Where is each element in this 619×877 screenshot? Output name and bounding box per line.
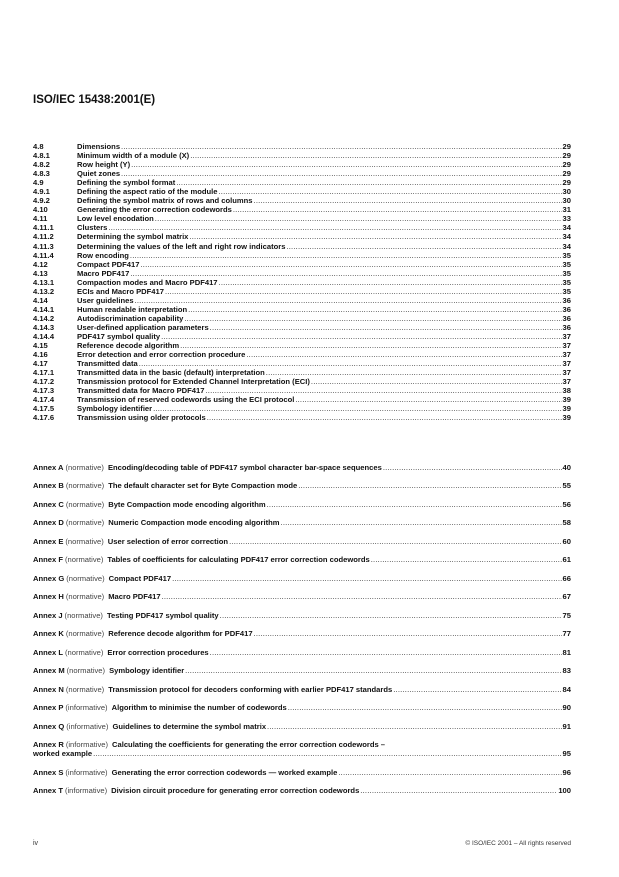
dot-leader: [210, 323, 562, 332]
annex-title: Macro PDF417: [108, 592, 161, 602]
toc-entry-title: Defining the symbol matrix of rows and columns: [77, 196, 253, 206]
toc-entry-page: 36: [562, 313, 571, 323]
dot-leader: [205, 386, 561, 395]
annex-entry[interactable]: [33, 648, 571, 657]
dot-leader: [153, 404, 561, 413]
annex-page: 83: [562, 666, 571, 676]
dot-leader: [219, 187, 562, 196]
toc-entry-title: Transmission using older protocols: [77, 413, 206, 423]
dot-leader: [180, 341, 561, 350]
toc-entry[interactable]: [33, 341, 571, 350]
toc-entry-title: Compact PDF417: [77, 259, 140, 269]
annex-type: (informative): [66, 721, 109, 731]
dot-leader: [184, 314, 561, 323]
dot-leader: [254, 629, 562, 638]
annex-id: Annex K: [33, 629, 64, 639]
document-header: ISO/IEC 15438:2001(E): [33, 94, 156, 106]
annex-id: Annex S: [33, 767, 64, 777]
toc-entry[interactable]: [33, 160, 571, 169]
annex-entry[interactable]: [33, 685, 571, 694]
toc-entry-page: 31: [562, 205, 571, 215]
dot-leader: [139, 359, 562, 368]
toc-entry-page: 38: [562, 386, 571, 396]
annex-page: 75: [562, 610, 571, 620]
dot-leader: [93, 749, 561, 758]
dot-leader: [311, 377, 562, 386]
annex-type: (normative): [65, 684, 105, 694]
toc-entry-number: 4.17.6: [33, 413, 55, 423]
toc-entry-number: 4.8: [33, 142, 44, 151]
toc-entry-title: Symbology identifier: [77, 404, 153, 414]
annex-id: Annex J: [33, 610, 63, 620]
dot-leader: [229, 537, 561, 546]
toc-entry-page: 35: [562, 250, 571, 260]
toc-entry-title: Row encoding: [77, 250, 129, 260]
annex-type: (normative): [64, 610, 103, 620]
toc-entry-title: Transmission protocol for Extended Channel Interpretation (ECI): [77, 377, 310, 387]
dot-leader: [189, 232, 561, 241]
toc-entry[interactable]: [33, 296, 571, 305]
dot-leader: [161, 332, 561, 341]
annex-entry-line: [33, 768, 571, 777]
dot-leader: [172, 574, 561, 583]
toc-entry-number: 4.16: [33, 350, 48, 360]
annex-title: User selection of error correction: [107, 536, 229, 546]
annex-entry-line: [33, 786, 571, 795]
toc-entry[interactable]: [33, 287, 571, 296]
toc-entry[interactable]: [33, 278, 571, 287]
annex-entry-line: [33, 722, 571, 731]
annex-entry-line: [33, 555, 571, 564]
annex-type: (normative): [65, 536, 104, 546]
annex-type: (normative): [64, 647, 104, 657]
toc-entry[interactable]: [33, 359, 571, 368]
toc-entry-page: 35: [562, 286, 571, 296]
annex-entry[interactable]: [33, 768, 571, 777]
toc-entry-page: 34: [562, 232, 571, 242]
annex-id: Annex N: [33, 684, 64, 694]
toc-entry-page: 37: [562, 341, 571, 351]
annex-page: 56: [562, 499, 571, 509]
toc-entry-title: Low level encodation: [77, 214, 154, 224]
toc-entry[interactable]: [33, 223, 571, 232]
annex-entry-line: [33, 592, 571, 601]
toc-entry[interactable]: [33, 404, 571, 413]
annex-entry-line: [33, 666, 571, 675]
toc-entry-page: 35: [562, 268, 571, 278]
toc-entry-page: 29: [562, 178, 571, 188]
toc-entry-title: Reference decode algorithm: [77, 341, 180, 351]
dot-leader: [393, 685, 561, 694]
toc-entry-number: 4.8.3: [33, 169, 50, 179]
annex-entry[interactable]: [33, 574, 571, 583]
annex-type: (normative): [65, 463, 104, 472]
annex-id: Annex H: [33, 592, 64, 602]
toc-entry[interactable]: [33, 332, 571, 341]
annex-page: 77: [562, 629, 571, 639]
dot-leader: [190, 151, 561, 160]
annex-entry-line: [33, 463, 571, 472]
toc-entry-number: 4.14.3: [33, 322, 55, 332]
annex-entry-line: [33, 703, 571, 712]
toc-entry-number: 4.9.2: [33, 196, 50, 206]
toc-entry-page: 34: [562, 223, 571, 233]
toc-entry-page: 29: [562, 142, 571, 151]
toc-entry-title: Macro PDF417: [77, 268, 130, 278]
annex-entry[interactable]: [33, 740, 571, 758]
dot-leader: [207, 413, 562, 422]
annex-title: Numeric Compaction mode encoding algorithm: [108, 518, 280, 528]
annex-type: (normative): [65, 499, 105, 509]
dot-leader: [155, 214, 562, 223]
dot-leader: [267, 722, 562, 731]
dot-leader: [131, 160, 561, 169]
dot-leader: [233, 205, 562, 214]
toc-entry-number: 4.8.2: [33, 160, 50, 170]
annex-entry[interactable]: [33, 500, 571, 509]
toc-entry-page: 30: [562, 187, 571, 197]
toc-entry-number: 4.9: [33, 178, 44, 188]
dot-leader: [281, 518, 562, 527]
toc-entry-number: 4.11.2: [33, 232, 54, 242]
annex-id: Annex Q: [33, 721, 65, 731]
annex-type: (informative): [65, 703, 108, 713]
annex-title: Guidelines to determine the symbol matrix: [112, 721, 267, 731]
toc-entry-number: 4.14: [33, 295, 48, 305]
toc-entry-title: Generating the error correction codewords: [77, 205, 232, 215]
toc-entry-title: ECIs and Macro PDF417: [77, 286, 164, 296]
annex-type: (informative): [65, 740, 109, 750]
toc-entry-number: 4.17.3: [33, 386, 55, 396]
toc-entry-page: 39: [562, 395, 571, 405]
toc-entry[interactable]: [33, 178, 571, 187]
toc-entry-number: 4.14.2: [33, 313, 55, 323]
toc-entry-page: 34: [562, 241, 571, 251]
dot-leader: [288, 703, 562, 712]
toc-entry-title: Determining the symbol matrix: [77, 232, 189, 242]
annex-title: Compact PDF417: [108, 573, 172, 583]
toc-entry-title: Dimensions: [77, 142, 121, 151]
dot-leader: [338, 768, 561, 777]
dot-leader: [286, 242, 561, 251]
toc-entry-title: Minimum width of a module (X): [77, 151, 190, 161]
toc-entry-number: 4.13: [33, 268, 48, 278]
annex-entry[interactable]: [33, 592, 571, 601]
annex-page: 96: [562, 767, 571, 777]
annex-id: Annex T: [33, 786, 63, 796]
annex-id: Annex A: [33, 463, 64, 472]
toc-entry-title: Row height (Y): [77, 160, 131, 170]
toc-entry-page: 37: [562, 368, 571, 378]
toc-entry[interactable]: [33, 269, 571, 278]
annex-id: Annex R: [33, 740, 64, 750]
annex-page: 40: [562, 463, 571, 472]
annex-title: Generating the error correction codewords — worked example: [111, 767, 338, 777]
toc-entry-page: 39: [562, 413, 571, 423]
annex-entry-line: [33, 648, 571, 657]
dot-leader: [383, 463, 562, 472]
annex-page: 81: [562, 647, 571, 657]
toc-entry-page: 36: [562, 304, 571, 314]
annex-entry[interactable]: [33, 481, 571, 490]
annex-type: (normative): [65, 629, 105, 639]
toc-entry-title: Quiet zones: [77, 169, 121, 179]
toc-entry[interactable]: [33, 323, 571, 332]
toc-entry-page: 36: [562, 295, 571, 305]
page-number: iv: [33, 840, 39, 847]
dot-leader: [210, 648, 562, 657]
annex-title: Testing PDF417 symbol quality: [106, 610, 219, 620]
annex-page: 90: [562, 703, 571, 713]
toc-entry-title: Error detection and error correction procedure: [77, 350, 246, 360]
toc-entry-title: Compaction modes and Macro PDF417: [77, 277, 218, 287]
annex-type: (normative): [66, 666, 106, 676]
annex-title: Reference decode algorithm for PDF417: [108, 629, 253, 639]
toc-entry-number: 4.17: [33, 359, 48, 369]
annex-page: 95: [562, 749, 571, 759]
annex-id: Annex C: [33, 499, 64, 509]
dot-leader: [130, 269, 561, 278]
annex-type: (normative): [66, 573, 105, 583]
dot-leader: [220, 611, 562, 620]
toc-entry[interactable]: [33, 368, 571, 377]
table-of-contents: [33, 142, 571, 422]
dot-leader: [267, 500, 562, 509]
annex-page: 67: [562, 592, 571, 602]
toc-entry-number: 4.11: [33, 214, 48, 224]
toc-entry-number: 4.13.2: [33, 286, 55, 296]
dot-leader: [176, 178, 561, 187]
annex-type: (normative): [65, 592, 105, 602]
annex-entry-line: [33, 749, 571, 758]
annex-title: Symbology identifier: [109, 666, 185, 676]
toc-entry-number: 4.15: [33, 341, 48, 351]
annex-id: Annex P: [33, 703, 64, 713]
annex-list: [33, 463, 571, 805]
toc-entry[interactable]: [33, 242, 571, 251]
dot-leader: [162, 592, 562, 601]
toc-entry-title: PDF417 symbol quality: [77, 331, 161, 341]
dot-leader: [130, 251, 562, 260]
annex-page: 61: [562, 555, 571, 565]
dot-leader: [266, 368, 562, 377]
annex-entry[interactable]: [33, 537, 571, 546]
toc-entry-page: 33: [562, 214, 571, 224]
annex-entry-line: [33, 500, 571, 509]
annex-page: 58: [562, 518, 571, 528]
annex-page: 91: [562, 721, 571, 731]
toc-entry-number: 4.11.3: [33, 241, 54, 251]
toc-entry-title: User guidelines: [77, 295, 134, 305]
dot-leader: [121, 142, 562, 151]
toc-entry-number: 4.13.1: [33, 277, 55, 287]
annex-id: Annex L: [33, 647, 63, 657]
annex-title: Tables of coefficients for calculating PDF417 error correction codewords: [107, 555, 370, 565]
annex-entry[interactable]: [33, 611, 571, 620]
annex-entry[interactable]: [33, 629, 571, 638]
toc-entry-page: 30: [562, 196, 571, 206]
toc-entry-title: User-defined application parameters: [77, 322, 209, 332]
toc-entry-number: 4.10: [33, 205, 48, 215]
toc-entry[interactable]: [33, 413, 571, 422]
toc-entry-number: 4.17.1: [33, 368, 55, 378]
toc-entry-page: 37: [562, 350, 571, 360]
toc-entry-title: Clusters: [77, 223, 108, 233]
toc-entry-title: Human readable interpretation: [77, 304, 188, 314]
toc-entry[interactable]: [33, 395, 571, 404]
annex-title: The default character set for Byte Compaction mode: [108, 481, 298, 491]
annex-entry[interactable]: [33, 786, 571, 795]
dot-leader: [108, 223, 561, 232]
toc-entry-title: Transmitted data in the basic (default) interpretation: [77, 368, 265, 378]
toc-entry-number: 4.14.1: [33, 304, 55, 314]
toc-entry[interactable]: [33, 350, 571, 359]
annex-id: Annex B: [33, 481, 64, 491]
toc-entry[interactable]: [33, 142, 571, 151]
toc-entry-number: 4.12: [33, 259, 48, 269]
toc-entry-title: Defining the aspect ratio of the module: [77, 187, 218, 197]
dot-leader: [219, 278, 562, 287]
annex-type: (informative): [64, 786, 108, 796]
annex-page: 60: [562, 536, 571, 546]
annex-type: (informative): [65, 767, 108, 777]
annex-page: 100: [558, 786, 571, 796]
dot-leader: [360, 786, 557, 795]
toc-entry[interactable]: [33, 214, 571, 223]
toc-entry[interactable]: [33, 196, 571, 205]
annex-entry-line: [33, 611, 571, 620]
toc-entry-page: 29: [562, 160, 571, 170]
dot-leader: [371, 555, 562, 564]
toc-entry-title: Autodiscrimination capability: [77, 313, 184, 323]
annex-entry[interactable]: [33, 463, 571, 472]
annex-id: Annex E: [33, 536, 64, 546]
toc-entry[interactable]: [33, 205, 571, 214]
annex-entry-line: [33, 740, 571, 749]
annex-title: Encoding/decoding table of PDF417 symbol character bar-space sequences: [107, 463, 382, 472]
toc-entry-page: 36: [562, 322, 571, 332]
toc-entry-number: 4.14.4: [33, 331, 55, 341]
annex-title: Error correction procedures: [107, 647, 209, 657]
toc-entry-number: 4.11.4: [33, 250, 54, 260]
dot-leader: [165, 287, 562, 296]
toc-entry-page: 35: [562, 277, 571, 287]
annex-entry-line: [33, 629, 571, 638]
toc-entry[interactable]: [33, 260, 571, 269]
toc-entry-page: 37: [562, 359, 571, 369]
dot-leader: [254, 196, 562, 205]
toc-entry-page: 37: [562, 377, 571, 387]
toc-entry-title: Determining the values of the left and right row indicators: [77, 241, 286, 251]
dot-leader: [188, 305, 561, 314]
dot-leader: [135, 296, 562, 305]
toc-entry-number: 4.11.1: [33, 223, 54, 233]
annex-entry-line: [33, 685, 571, 694]
toc-entry[interactable]: [33, 305, 571, 314]
toc-entry-title: Transmission of reserved codewords using the ECI protocol: [77, 395, 295, 405]
dot-leader: [121, 169, 562, 178]
annex-title: Byte Compaction mode encoding algorithm: [108, 499, 266, 509]
toc-entry[interactable]: [33, 251, 571, 260]
annex-id: Annex D: [33, 518, 64, 528]
toc-entry[interactable]: [33, 232, 571, 241]
dot-leader: [246, 350, 561, 359]
dot-leader: [298, 481, 561, 490]
toc-entry[interactable]: [33, 187, 571, 196]
annex-entry-line: [33, 574, 571, 583]
dot-leader: [140, 260, 561, 269]
toc-entry-title: Transmitted data for Macro PDF417: [77, 386, 205, 396]
annex-type: (normative): [64, 555, 104, 565]
dot-leader: [185, 666, 561, 675]
toc-entry[interactable]: [33, 386, 571, 395]
toc-entry-page: 35: [562, 259, 571, 269]
annex-title: Division circuit procedure for generating error correction codewords: [111, 786, 360, 796]
toc-entry-number: 4.17.2: [33, 377, 55, 387]
annex-page: 66: [562, 573, 571, 583]
annex-entry-line: [33, 537, 571, 546]
annex-type: (normative): [65, 518, 105, 528]
annex-title: Algorithm to minimise the number of codewords: [111, 703, 287, 713]
annex-page: 55: [562, 481, 571, 491]
toc-entry-title: Defining the symbol format: [77, 178, 176, 188]
annex-entry[interactable]: [33, 722, 571, 731]
annex-id: Annex G: [33, 573, 65, 583]
toc-entry-title: Transmitted data: [77, 359, 138, 369]
dot-leader: [295, 395, 561, 404]
annex-entry[interactable]: [33, 666, 571, 675]
toc-entry-page: 29: [562, 169, 571, 179]
annex-entry[interactable]: [33, 555, 571, 564]
toc-entry[interactable]: [33, 314, 571, 323]
annex-entry-line: [33, 481, 571, 490]
annex-id: Annex M: [33, 666, 65, 676]
annex-title: Transmission protocol for decoders conforming with earlier PDF417 standards: [108, 684, 393, 694]
annex-title-continued: worked example: [33, 749, 93, 759]
annex-type: (normative): [65, 481, 105, 491]
toc-entry-page: 39: [562, 404, 571, 414]
copyright-notice: © ISO/IEC 2001 – All rights reserved: [465, 840, 571, 847]
toc-entry-number: 4.17.4: [33, 395, 55, 405]
toc-entry-page: 29: [562, 151, 571, 161]
toc-entry-number: 4.17.5: [33, 404, 55, 414]
toc-entry-page: 37: [562, 331, 571, 341]
annex-entry[interactable]: [33, 518, 571, 527]
annex-entry-line: [33, 518, 571, 527]
toc-entry[interactable]: [33, 377, 571, 386]
annex-id: Annex F: [33, 555, 63, 565]
annex-title: Calculating the coefficients for generating the error correction codewords –: [112, 740, 386, 750]
annex-page: 84: [562, 684, 571, 694]
annex-entry[interactable]: [33, 703, 571, 712]
toc-entry-number: 4.9.1: [33, 187, 50, 197]
toc-entry[interactable]: [33, 169, 571, 178]
toc-entry[interactable]: [33, 151, 571, 160]
toc-entry-number: 4.8.1: [33, 151, 50, 161]
